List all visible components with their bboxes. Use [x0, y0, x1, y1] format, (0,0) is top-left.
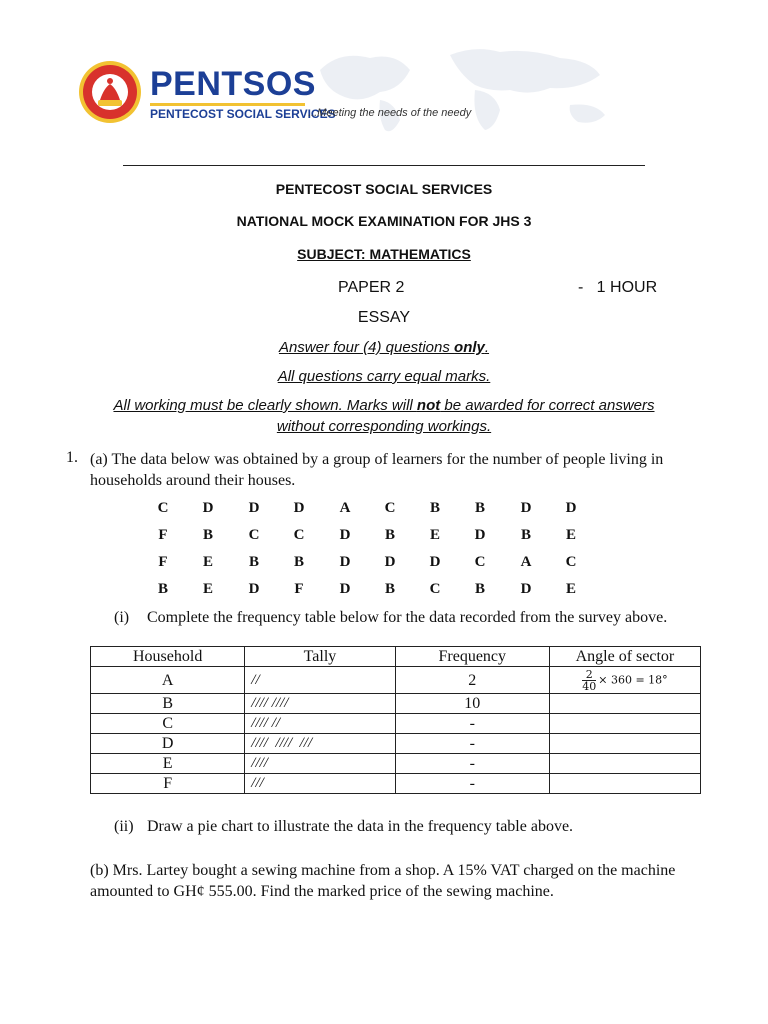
angle-cell	[549, 774, 700, 794]
data-grid-cell: B	[474, 500, 485, 516]
question-1b-line2: amounted to GH¢ 555.00. Find the marked price of the sewing machine.	[90, 883, 554, 900]
household-cell: F	[91, 774, 245, 794]
fraction-numerator: 2	[585, 667, 593, 681]
data-grid-cell: B	[248, 554, 259, 570]
header-divider	[123, 165, 645, 166]
data-grid-cell: B	[384, 581, 395, 597]
paper-number: PAPER 2	[338, 279, 405, 296]
household-cell: E	[91, 754, 245, 774]
data-grid-cell: D	[565, 500, 577, 516]
data-grid-row	[140, 581, 610, 608]
table-row	[91, 774, 701, 794]
data-grid-cell: D	[474, 527, 486, 543]
frequency-cell: -	[395, 714, 549, 734]
data-grid-cell: D	[293, 500, 305, 516]
data-grid-cell: B	[293, 554, 304, 570]
frequency-cell: -	[395, 734, 549, 754]
question-number: 1.	[66, 449, 78, 466]
brand-tagline: ...Meeting the needs of the needy	[308, 107, 472, 119]
data-grid-row	[140, 527, 610, 554]
data-grid-cell: D	[520, 500, 532, 516]
data-grid-cell: F	[158, 527, 168, 543]
data-grid-cell: E	[565, 527, 576, 543]
data-grid-cell: B	[202, 527, 213, 543]
data-grid-cell: C	[293, 527, 305, 543]
subject-line	[0, 246, 768, 264]
data-grid-cell: B	[429, 500, 440, 516]
tally-cell: //	[245, 667, 395, 694]
household-cell: D	[91, 734, 245, 754]
brand-name: PENTSOS	[150, 65, 316, 103]
letterhead	[0, 0, 768, 150]
data-grid-cell: C	[474, 554, 486, 570]
table-row	[91, 694, 701, 714]
header-tally: Tally	[245, 647, 395, 667]
org-title: PENTECOST SOCIAL SERVICES	[275, 181, 493, 197]
tally-cell: ////	[245, 754, 395, 774]
data-grid-cell: C	[157, 500, 169, 516]
data-grid-cell: C	[429, 581, 441, 597]
angle-cell	[549, 714, 700, 734]
data-grid-cell: A	[520, 554, 532, 570]
data-grid-cell: B	[520, 527, 531, 543]
pentsos-seal-logo	[78, 60, 142, 124]
tally-cell: //// //// ///	[245, 734, 395, 754]
table-row	[91, 714, 701, 734]
frequency-cell: 10	[395, 694, 549, 714]
frequency-table	[90, 646, 701, 794]
data-grid-cell: E	[565, 581, 576, 597]
data-grid-row	[140, 500, 610, 527]
paper-duration: - 1 HOUR	[578, 279, 658, 296]
data-grid-cell: D	[248, 500, 260, 516]
subject-title: SUBJECT: MATHEMATICS	[297, 246, 471, 262]
data-grid-cell: D	[339, 527, 351, 543]
data-grid-cell: D	[520, 581, 532, 597]
table-header-row	[91, 647, 701, 667]
household-cell: B	[91, 694, 245, 714]
tally-cell: ///	[245, 774, 395, 794]
angle-fraction	[582, 669, 596, 692]
data-grid-cell: D	[202, 500, 214, 516]
data-grid-cell: C	[565, 554, 577, 570]
instruction-working-line2: without corresponding workings.	[276, 418, 492, 435]
brand-underline	[150, 103, 305, 106]
frequency-cell: -	[395, 774, 549, 794]
tally-cell: //// ////	[245, 694, 395, 714]
household-cell: C	[91, 714, 245, 734]
angle-cell	[549, 754, 700, 774]
data-grid-cell: A	[339, 500, 351, 516]
sub-question-i-text: Complete the frequency table below for the data recorded from the survey above.	[147, 609, 668, 626]
data-grid-cell: F	[158, 554, 168, 570]
survey-data-grid	[140, 500, 610, 608]
table-row	[91, 734, 701, 754]
data-grid-row	[140, 554, 610, 581]
angle-expression: × 360 = 18°	[598, 673, 668, 686]
tally-cell: //// //	[245, 714, 395, 734]
data-grid-cell: B	[157, 581, 168, 597]
sub-question-ii-text: Draw a pie chart to illustrate the data in the frequency table above.	[147, 818, 574, 835]
data-grid-cell: C	[248, 527, 260, 543]
exam-title: NATIONAL MOCK EXAMINATION FOR JHS 3	[236, 213, 532, 229]
household-cell: A	[91, 667, 245, 694]
data-grid-cell: D	[429, 554, 441, 570]
fraction-denominator: 40	[582, 679, 597, 693]
angle-cell	[549, 734, 700, 754]
data-grid-cell: D	[248, 581, 260, 597]
data-grid-cell: D	[339, 581, 351, 597]
world-map-watermark	[300, 30, 640, 140]
frequency-cell: -	[395, 754, 549, 774]
question-1a-line2: households around their houses.	[90, 472, 296, 489]
sub-question-i-label: (i)	[114, 609, 130, 626]
angle-cell	[549, 694, 700, 714]
data-grid-cell: F	[294, 581, 304, 597]
data-grid-cell: B	[384, 527, 395, 543]
question-1a-line1: (a) The data below was obtained by a group of learners for the number of people living in	[90, 451, 664, 468]
table-row	[91, 754, 701, 774]
instruction-equal-marks: All questions carry equal marks.	[277, 368, 491, 385]
sub-question-ii-label: (ii)	[114, 818, 134, 835]
data-grid-cell: E	[429, 527, 440, 543]
instruction-answer-four: Answer four (4) questions only.	[278, 339, 490, 356]
header-frequency: Frequency	[395, 647, 549, 667]
header-angle: Angle of sector	[549, 647, 700, 667]
data-grid-cell: D	[339, 554, 351, 570]
brand-subtitle: PENTECOST SOCIAL SERVICES	[150, 107, 336, 121]
table-row	[91, 667, 701, 694]
header-household: Household	[91, 647, 245, 667]
data-grid-cell: E	[202, 581, 213, 597]
data-grid-cell: B	[474, 581, 485, 597]
section-title: ESSAY	[357, 309, 411, 326]
data-grid-cell: C	[384, 500, 396, 516]
data-grid-cell: E	[202, 554, 213, 570]
question-1b-line1: (b) Mrs. Lartey bought a sewing machine from a shop. A 15% VAT charged on the machine	[90, 862, 676, 879]
data-grid-cell: D	[384, 554, 396, 570]
frequency-cell: 2	[395, 667, 549, 694]
instruction-working-line1: All working must be clearly shown. Marks will not be awarded for correct answers	[113, 397, 655, 414]
angle-cell	[549, 667, 700, 694]
